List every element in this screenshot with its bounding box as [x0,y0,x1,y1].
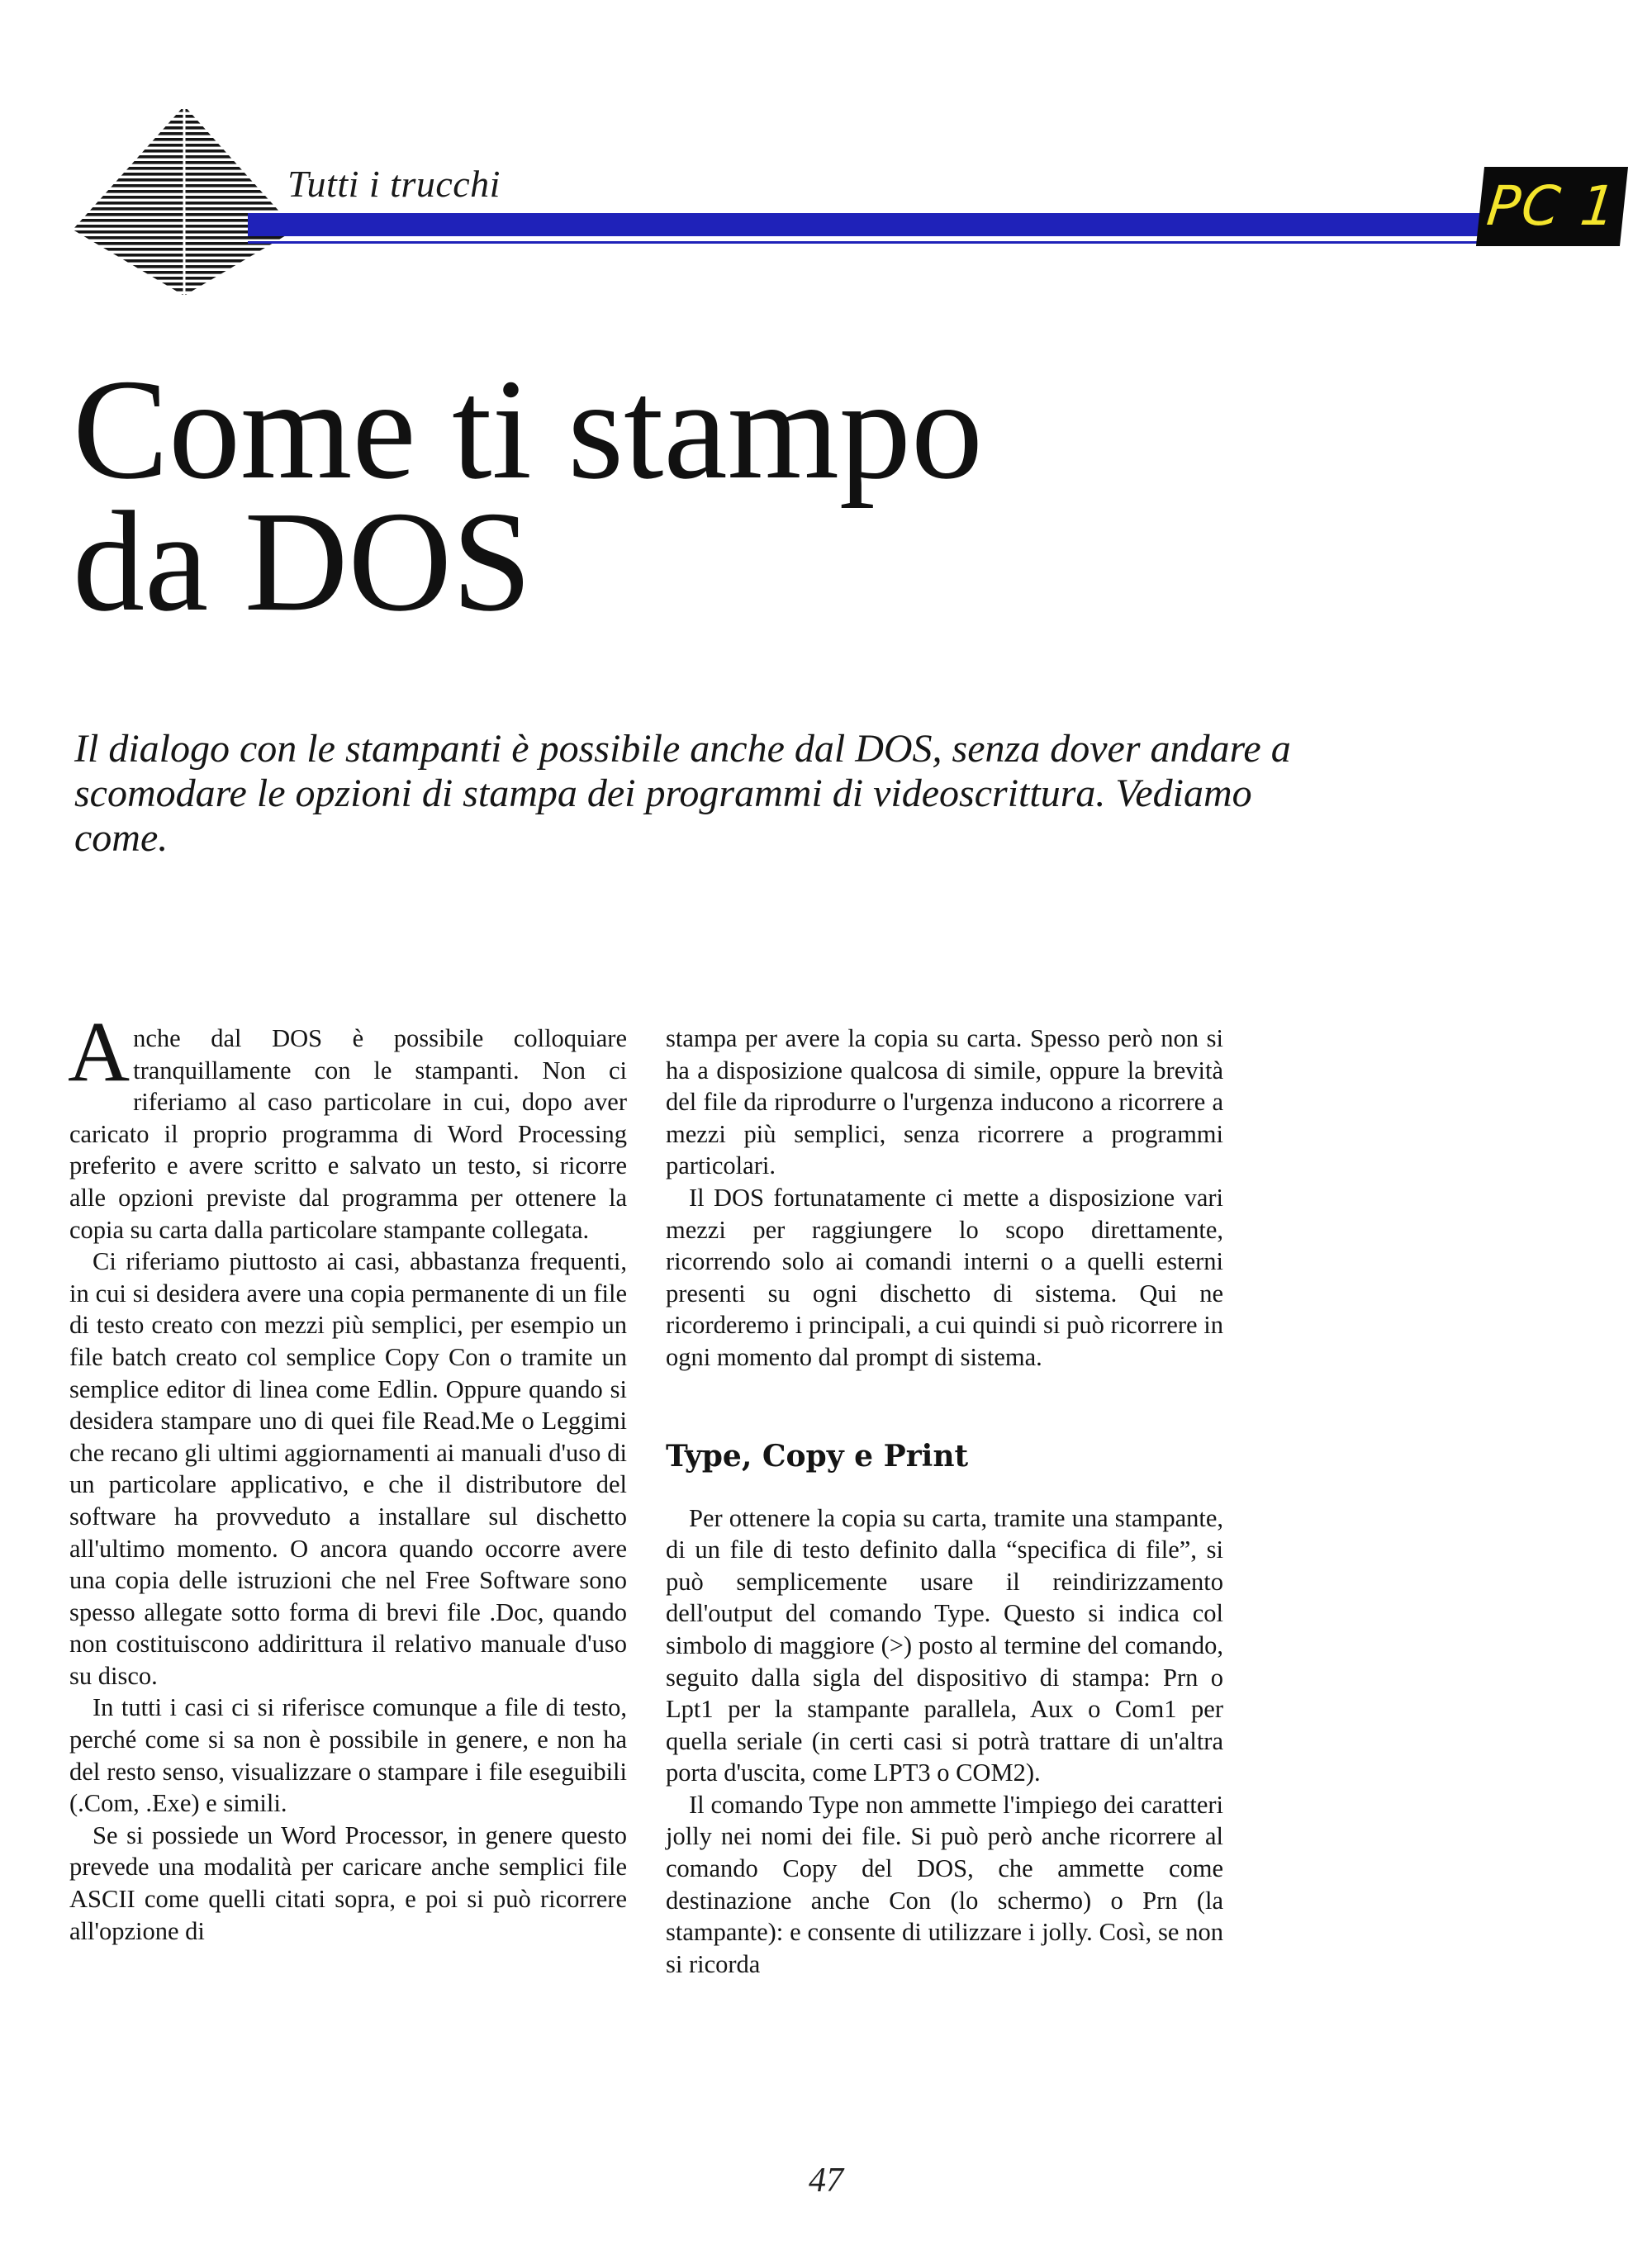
header-rule-thin [248,241,1503,244]
article-lede: Il dialogo con le stampanti è possibile anche dal DOS, senza dover andare a scomodare le opzioni di stampa dei programmi di videoscrittura. Vediamo come. [74,727,1291,860]
striped-pyramid-icon [73,106,296,296]
body-column-left [68,1004,627,1947]
section-badge: PC 1 [1476,167,1628,246]
paragraph: Per ottenere la copia su carta, tramite una stampante, di un file di testo definito dalla “specifica di file”, si può semplicemente usare il reindirizzamento dell'output del comando Type. Questo si indica col simbolo di maggiore (>) posto al termine del comando, seguito dalla sigla del dispositivo di stampa: Prn o Lpt1 per la stampante parallela, Aux o Com1 per quella seriale (in certi casi si potrà trattare di un'altra porta d'uscita, come LPT3 o COM2). [666,1503,1223,1787]
section-subheading: Type, Copy e Print [666,1438,969,1474]
page-number: 47 [809,2162,843,2200]
paragraph: Il DOS fortunatamente ci mette a disposizione vari mezzi per raggiungere lo scopo direttamente, ricorrendo solo ai comandi interni o a quelli esterni presenti su ogni dischetto di sistema. Qui ne ricorderemo i principali, a cui quindi si può ricorrere in ogni momento dal prompt di sistema. [666,1183,1223,1371]
section-label: Tutti i trucchi [287,163,501,205]
body-column-right [666,1023,1223,1980]
paragraph: Il comando Type non ammette l'impiego dei caratteri jolly nei nomi dei file. Si può però anche ricorrere al comando Copy del DOS, che ammette come destinazione anche Con (lo schermo) o Prn (la stampante): e consente di utilizzare i jolly. Così, se non si ricorda [666,1790,1223,1978]
title-line-1: Come ti stampo [73,349,983,509]
paragraph-text: nche dal DOS è possibile colloquiare tranquillamente con le stampanti. Non ci riferiamo al caso particolare in cui, dopo aver caricato il proprio programma di Word Processing preferito e avere scritto e salvato un testo, si ricorre alle opzioni previste dal programma per ottenere la copia su carta dalla particolare stampante collegata. [69,1024,627,1244]
title-line-2: da DOS [73,482,532,641]
paragraph: In tutti i casi ci si riferisce comunque a file di testo, perché come si sa non è possibile in genere, e non ha del resto senso, visualizzare o stampare i file eseguibili (.Com, .Exe) e simili. [69,1693,627,1818]
paragraph: Se si possiede un Word Processor, in genere questo prevede una modalità per caricare anche semplici file ASCII come quelli citati sopra, e poi si può ricorrere all'opzione di [69,1820,627,1945]
paragraph [68,1004,627,1246]
paragraph: stampa per avere la copia su carta. Spesso però non si ha a disposizione qualcosa di simile, oppure la brevità del file da riprodurre o l'urgenza inducono a ricorrere a mezzi più semplici, senza ricorrere a programmi particolari. [666,1024,1223,1180]
article-title [73,349,1477,641]
paragraph: Ci riferiamo piuttosto ai casi, abbastanza frequenti, in cui si desidera avere una copia permanente di un file di testo creato con mezzi più semplici, per esempio un file batch creato col semplice Copy Con o tramite un semplice editor di linea come Edlin. Oppure quando si desidera stampare uno di quei file Read.Me o Leggimi che recano gli ultimi aggiornamenti ai manuali d'uso di un particolare applicativo, e che il distributore del software ha provveduto a installare sul dischetto all'ultimo momento. O ancora quando occorre avere una copia delle istruzioni che nel Free Software sono spesso allegate sotto forma di brevi file .Doc, quando non costituiscono addirittura il relativo manuale d'uso su disco. [69,1247,627,1690]
header-rule [248,213,1503,236]
drop-cap: A [68,1004,131,1099]
